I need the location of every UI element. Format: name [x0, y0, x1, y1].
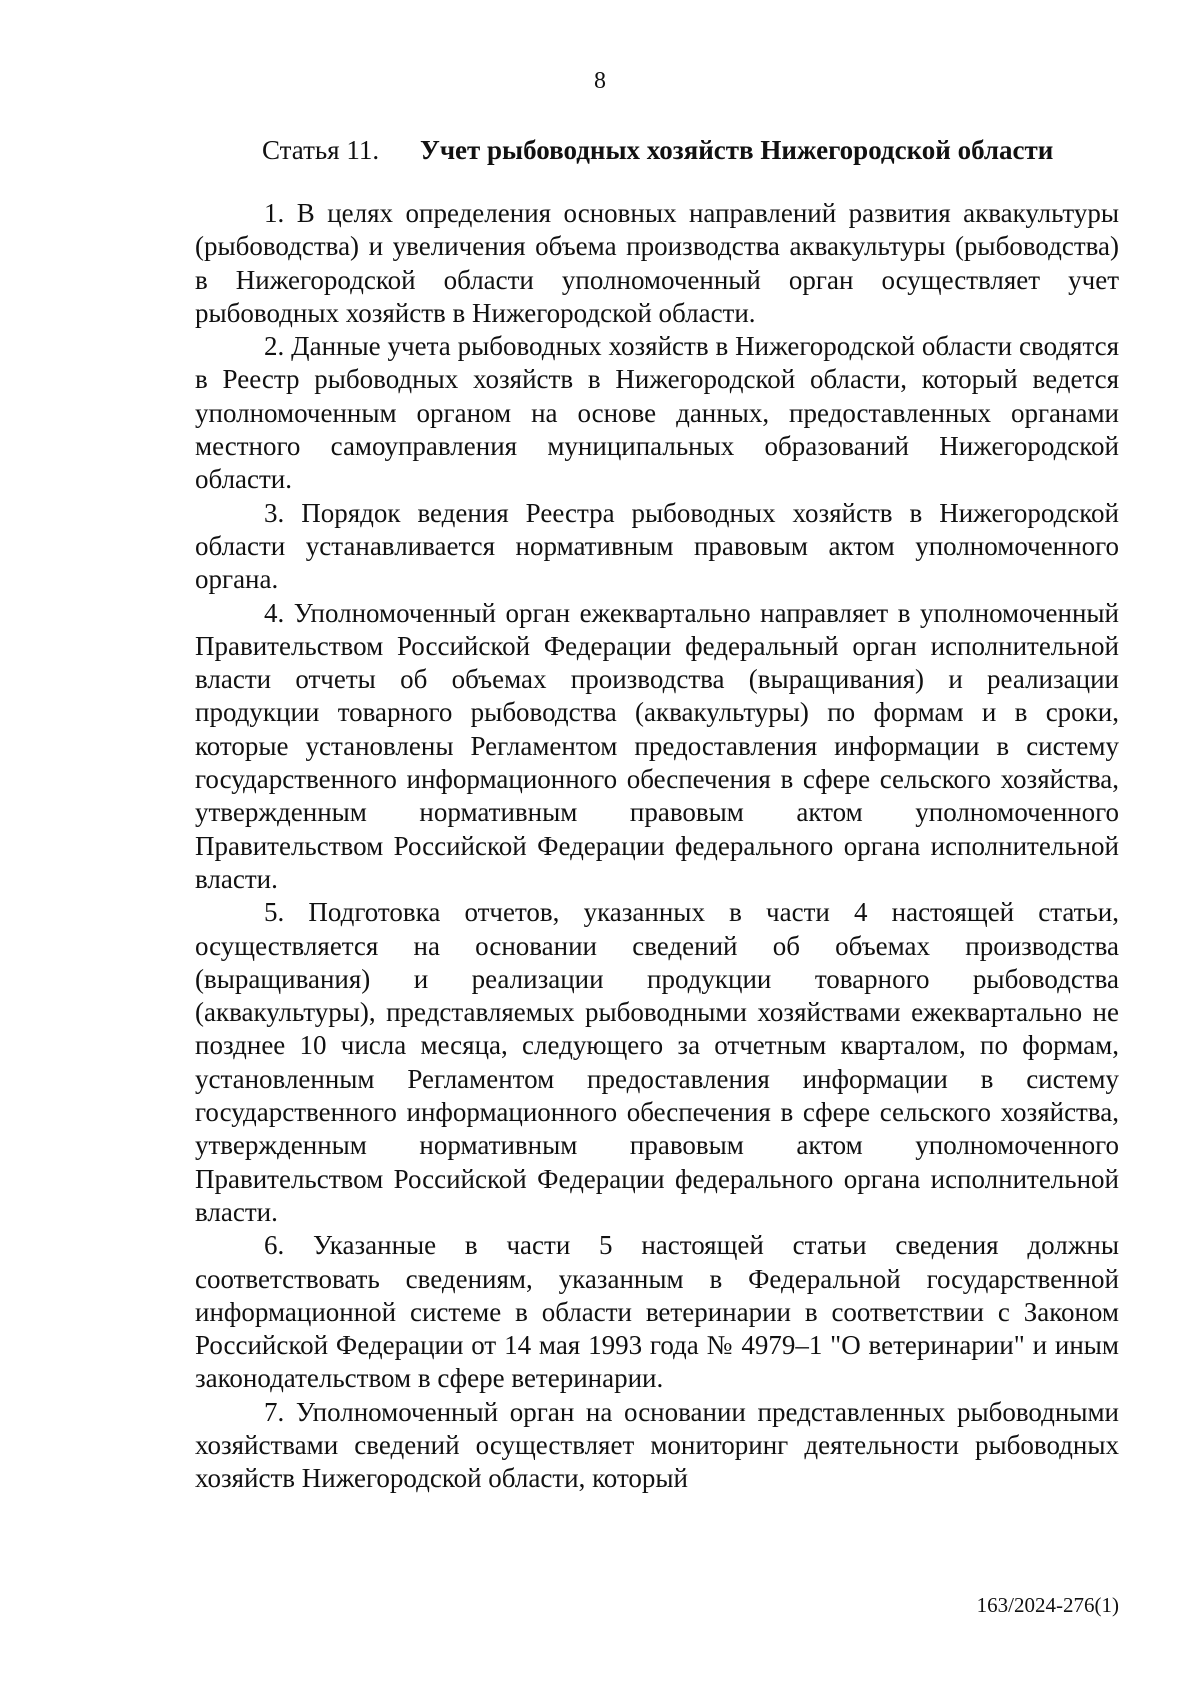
article-body	[195, 197, 1119, 1496]
paragraph-5: 5. Подготовка отчетов, указанных в части 4 настоящей статьи, осуществляется на основании сведений об объемах производства (выращивания) и реализации продукции товарного рыбоводства (аквакультуры), представляемых рыбоводными хозяйствами ежеквартально не позднее 10 числа месяца, следующего за отчетным кварталом, по формам, установленным Регламентом предоставления информации в систему государственного информационного обеспечения в сфере сельского хозяйства, утвержденным нормативным правовым актом уполномоченного Правительством Российской Федерации федерального органа исполнительной власти.	[195, 897, 1119, 1227]
article-title: Учет рыбоводных хозяйств Нижегородской области	[420, 135, 1054, 165]
paragraph-7: 7. Уполномоченный орган на основании представленных рыбоводными хозяйствами сведений осуществляет мониторинг деятельности рыбоводных хозяйств Нижегородской области, который	[195, 1396, 1119, 1494]
paragraph-4: 4. Уполномоченный орган ежеквартально направляет в уполномоченный Правительством Российской Федерации федеральный орган исполнительной власти отчеты об объемах производства (выращивания) и реализации продукции товарного рыбоводства (аквакультуры) по формам и в сроки, которые установлены Регламентом предоставления информации в систему государственного информационного обеспечения в сфере сельского хозяйства, утвержденным нормативным правовым актом уполномоченного Правительством Российской Федерации федерального органа исполнительной власти.	[195, 597, 1119, 894]
article-label: Статья 11.	[262, 135, 380, 165]
paragraph-6: 6. Указанные в части 5 настоящей статьи сведения должны соответствовать сведениям, указанным в Федеральной государственной информационной системе в области ветеринарии в соответствии с Законом Российской Федерации от 14 мая 1993 года № 4979–1 "О ветеринарии" и иным законодательством в сфере ветеринарии.	[195, 1230, 1119, 1394]
article-heading	[262, 132, 1122, 168]
document-code: 163/2024-276(1)	[976, 1593, 1119, 1617]
page-number: 8	[594, 68, 606, 94]
paragraph-3: 3. Порядок ведения Реестра рыбоводных хозяйств в Нижегородской области устанавливается нормативным правовым актом уполномоченного органа.	[195, 497, 1119, 595]
paragraph-2: 2. Данные учета рыбоводных хозяйств в Нижегородской области сводятся в Реестр рыбоводных хозяйств в Нижегородской области, который ведется уполномоченным органом на основе данных, предоставленных органами местного самоуправления муниципальных образований Нижегородской области.	[195, 331, 1119, 495]
paragraph-1: 1. В целях определения основных направлений развития аквакультуры (рыбоводства) и увеличения объема производства аквакультуры (рыбоводства) в Нижегородской области уполномоченный орган осуществляет учет рыбоводных хозяйств в Нижегородской области.	[195, 198, 1119, 328]
